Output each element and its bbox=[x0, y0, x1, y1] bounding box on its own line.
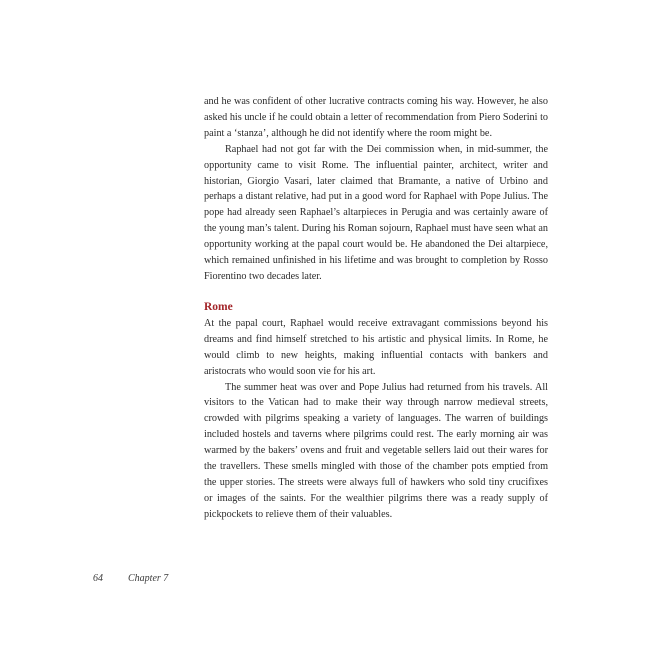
paragraph-continued: and he was confident of other lucrative contracts coming his way. However, he also asked his uncle if he could obtain a letter of recommendation from Piero Soderini to paint a ‘stanza’, although he did not identify where the room might be. bbox=[204, 96, 548, 139]
page-number: 64 bbox=[93, 573, 103, 584]
section-heading-rome: Rome bbox=[204, 300, 233, 313]
paragraph-summer-heat: The summer heat was over and Pope Julius had returned from his travels. All visitors to the Vatican had to make their way through narrow medieval streets, crowded with pilgrims speaking a variety of languages. The warren of buildings included hostels and taverns where pilgrims could rest. The early morning air was warmed by the bakers’ ovens and fruit and vegetable sellers laid out their wares for the travellers. These smells mingled with those of the chamber pots emptied from the upper stories. The streets were always full of hawkers who sold tiny crucifixes or images of the saints. For the wealthier pilgrims there was a ready supply of pickpockets to relieve them of their valuables. bbox=[204, 381, 548, 520]
paragraph-dei-commission: Raphael had not got far with the Dei commission when, in mid-summer, the opportunity came to visit Rome. The influential painter, architect, writer and historian, Giorgio Vasari, later claimed that Bramante, a native of Urbino and perhaps a distant relative, had put in a good word for Raphael with Pope Julius. The pope had already seen Raphael’s altarpieces in Perugia and was certainly aware of the young man’s talent. During his Roman sojourn, Raphael must have seen what an opportunity working at the papal court would be. He abandoned the Dei altarpiece, which remained unfinished in his lifetime and was brought to completion by Rosso Fiorentino two decades later. bbox=[204, 143, 548, 282]
page-footer bbox=[93, 573, 168, 584]
paragraph-papal-court: At the papal court, Raphael would receive extravagant commissions beyond his dreams and find himself stretched to his artistic and physical limits. In Rome, he would climb to new heights, making influential contacts with bankers and aristocrats who would soon vie for his art. bbox=[204, 317, 548, 377]
chapter-label: Chapter 7 bbox=[128, 573, 169, 584]
body-text bbox=[204, 94, 548, 523]
